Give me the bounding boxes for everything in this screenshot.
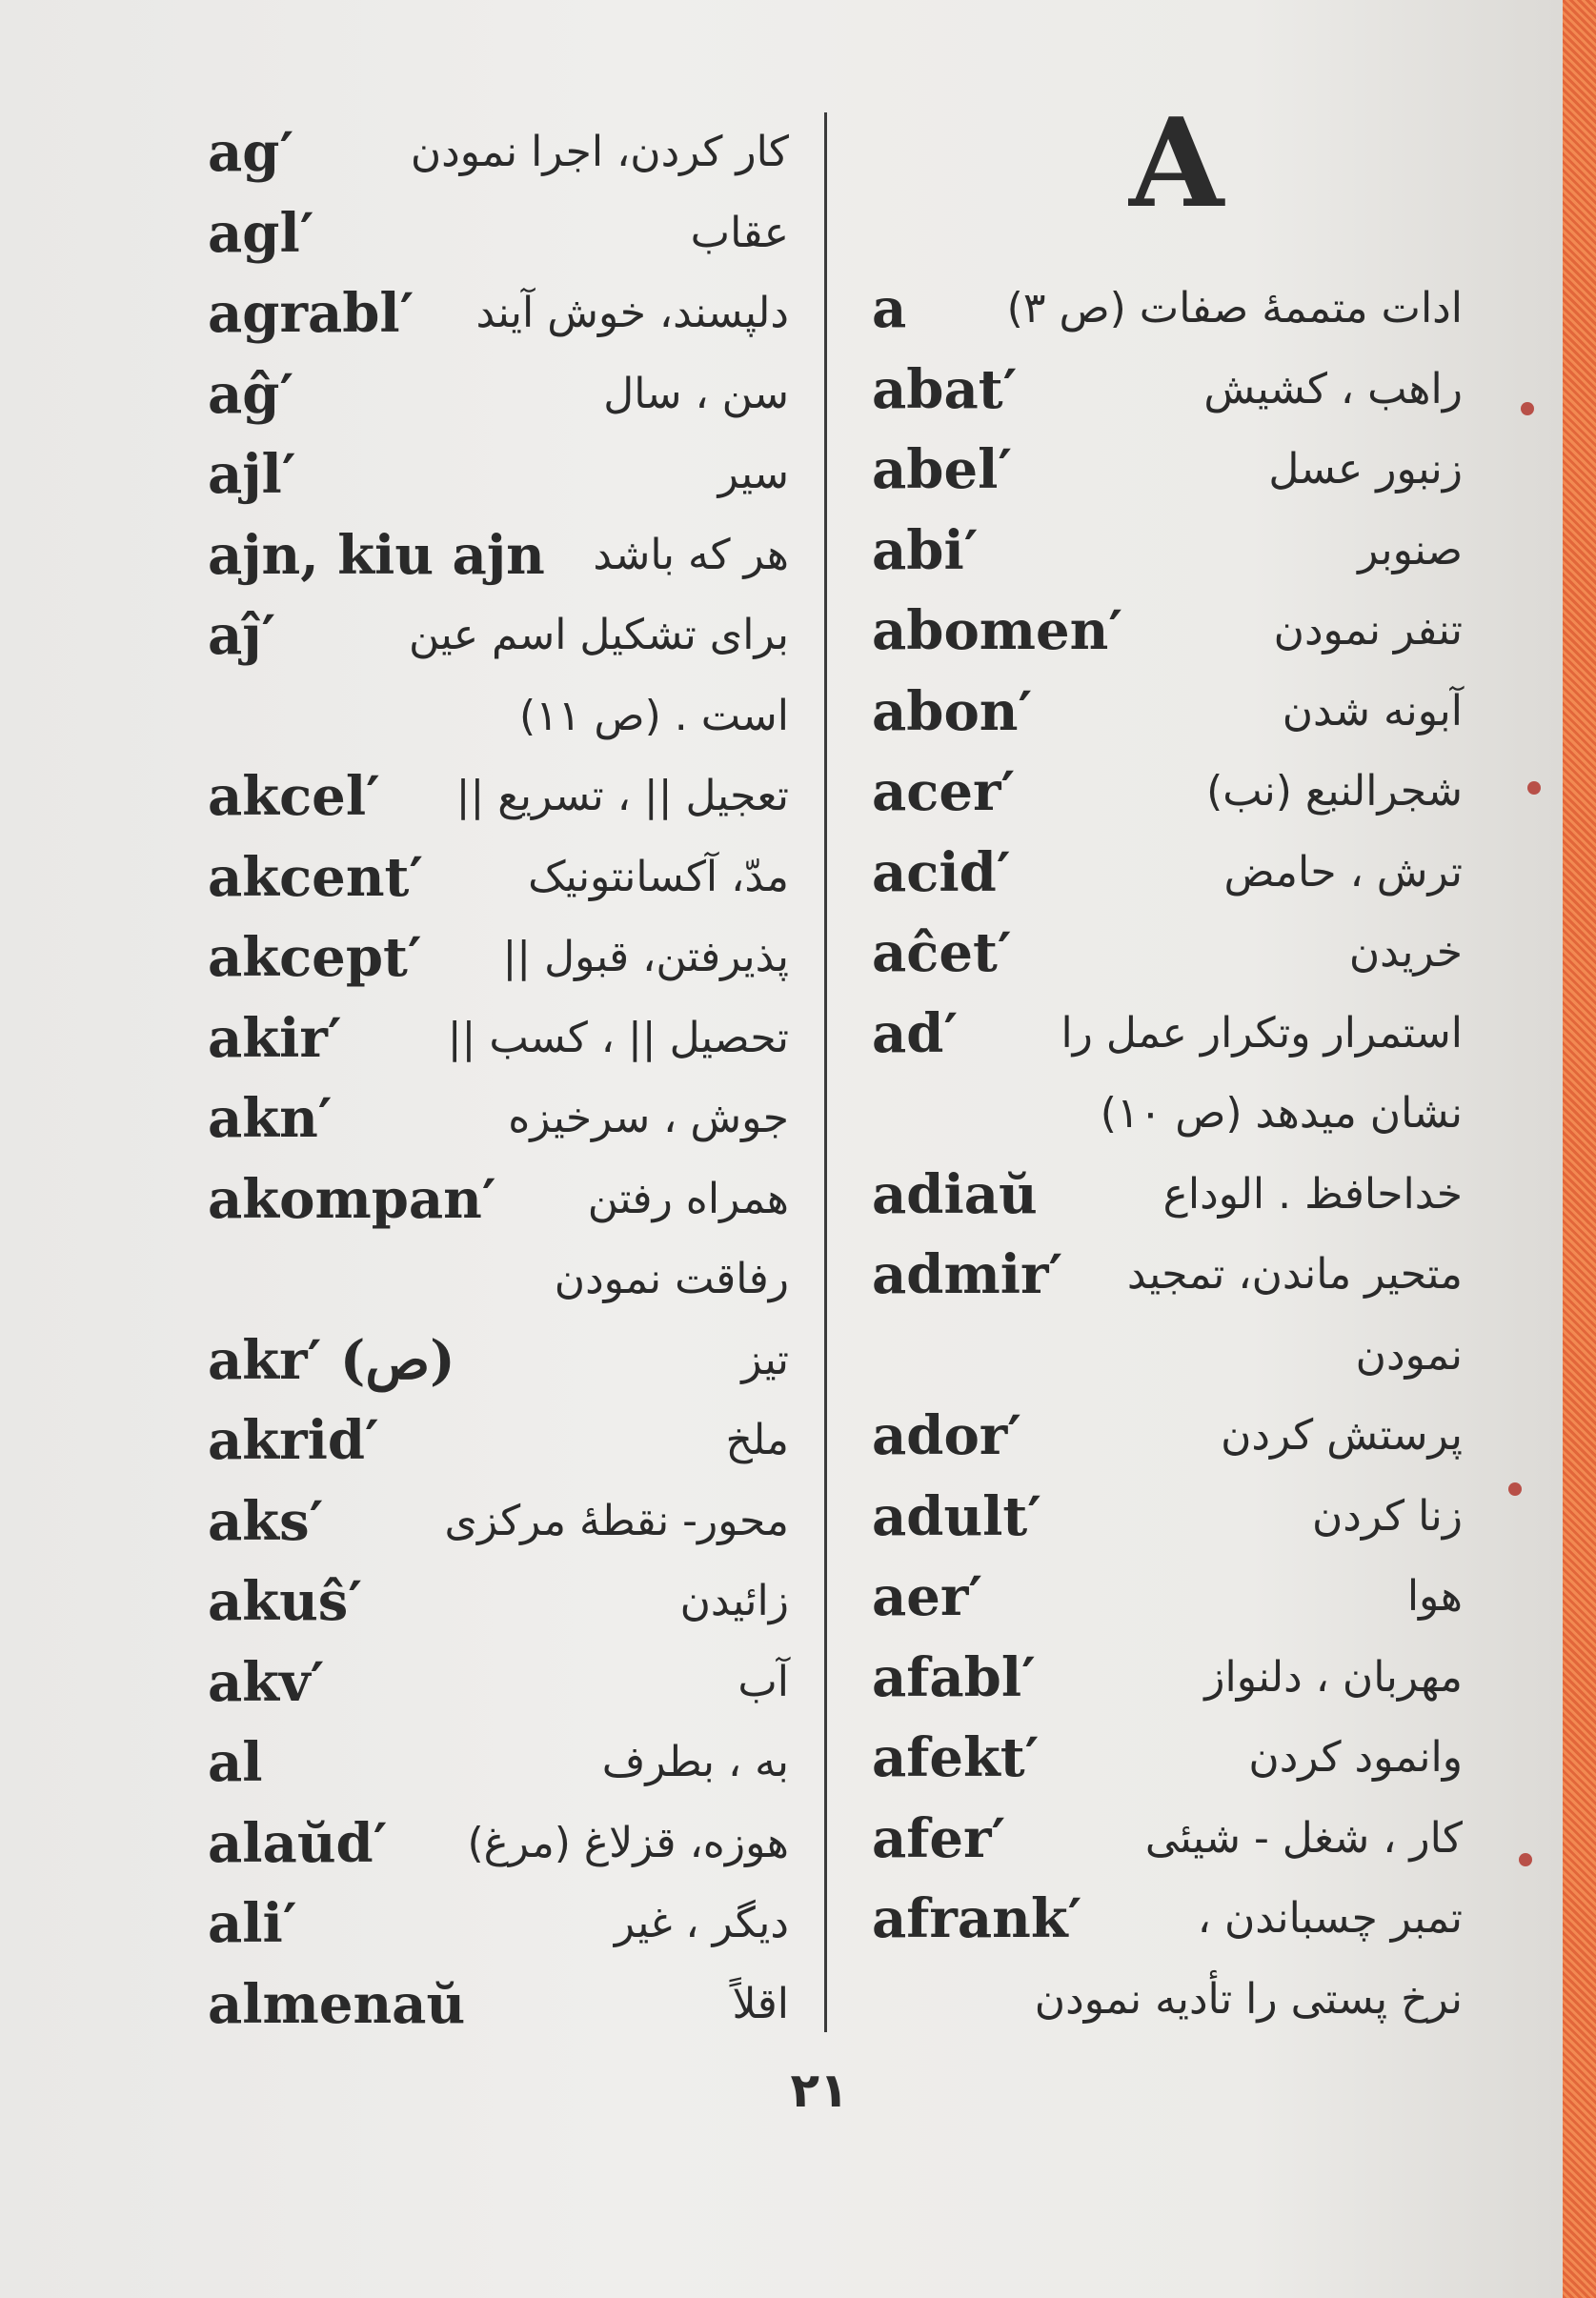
entry-definition: تعجیل || ، تسریع || bbox=[455, 772, 789, 820]
dictionary-entry bbox=[208, 193, 789, 274]
entry-definition: دیگر ، غیر bbox=[614, 1899, 789, 1947]
entry-headword: akv′ bbox=[208, 1650, 325, 1714]
entry-headword: ad′ bbox=[872, 1001, 959, 1065]
entry-definition: است . (ص ۱۱) bbox=[518, 691, 789, 740]
dictionary-entry bbox=[872, 672, 1463, 753]
entry-headword: abel′ bbox=[872, 438, 1013, 501]
entry-definition: زنبور عسل bbox=[1268, 445, 1463, 494]
entry-definition: شجرالنبع (نب) bbox=[1206, 767, 1463, 816]
entry-definition: نرخ پستی را تأدیه نمودن bbox=[1034, 1974, 1463, 2024]
dictionary-entry bbox=[208, 1401, 789, 1482]
dictionary-entry bbox=[208, 998, 789, 1079]
entry-definition: سن ، سال bbox=[603, 369, 789, 418]
binding-hole bbox=[1519, 1853, 1532, 1866]
entry-headword: agrabl′ bbox=[208, 282, 414, 345]
entry-definition: رفاقت نمودن bbox=[554, 1255, 789, 1303]
column-divider bbox=[824, 112, 827, 2032]
entry-definition: هوا bbox=[1406, 1572, 1463, 1621]
entry-headword: abat′ bbox=[872, 357, 1018, 421]
entry-definition: نشان میدهد (ص ۱۰) bbox=[1100, 1089, 1463, 1138]
dictionary-entry bbox=[208, 917, 789, 998]
entry-definition: محور- نقطهٔ مرکزی bbox=[444, 1496, 789, 1545]
dictionary-entry bbox=[208, 1965, 789, 2046]
dictionary-entry bbox=[208, 515, 789, 596]
entry-definition: خریدن bbox=[1348, 928, 1463, 977]
dictionary-entry bbox=[872, 1799, 1463, 1880]
entry-headword: aĝ′ bbox=[208, 362, 294, 426]
entry-headword: abi′ bbox=[872, 518, 979, 582]
dictionary-entry bbox=[872, 994, 1463, 1075]
entry-headword: akcel′ bbox=[208, 765, 380, 828]
entry-definition: استمرار وتکرار عمل را bbox=[1061, 1008, 1463, 1058]
entry-headword: akr′ (ص) bbox=[208, 1328, 455, 1392]
entry-headword: ador′ bbox=[872, 1404, 1022, 1467]
dictionary-entry bbox=[208, 1159, 789, 1240]
dictionary-entry bbox=[208, 837, 789, 918]
dictionary-entry bbox=[872, 913, 1463, 994]
dictionary-entry bbox=[872, 1557, 1463, 1638]
dictionary-entry bbox=[208, 354, 789, 435]
entry-definition: هوزه، قزلاغ (مرغ) bbox=[467, 1818, 789, 1867]
entry-definition: خداحافظ . الوداع bbox=[1162, 1169, 1463, 1219]
entry-definition: صنوبر bbox=[1358, 525, 1463, 574]
dictionary-entry bbox=[208, 1078, 789, 1159]
entry-headword: afrank′ bbox=[872, 1887, 1082, 1950]
entry-definition: ترش ، حامض bbox=[1223, 847, 1463, 897]
entry-definition: عقاب bbox=[690, 208, 789, 257]
entry-headword: aĉet′ bbox=[872, 921, 1012, 984]
dictionary-entry bbox=[872, 1879, 1463, 1960]
entry-definition: جوش ، سرخیزه bbox=[508, 1094, 789, 1142]
entry-headword: acer′ bbox=[872, 760, 1016, 823]
entry-headword: afer′ bbox=[872, 1806, 1006, 1870]
entry-definition: نمودن bbox=[1355, 1330, 1463, 1380]
dictionary-entry bbox=[208, 1804, 789, 1885]
dictionary-entry bbox=[872, 1074, 1463, 1155]
dictionary-entry bbox=[872, 752, 1463, 833]
dictionary-entry bbox=[872, 1155, 1463, 1236]
entry-headword: ali′ bbox=[208, 1892, 297, 1955]
left-column bbox=[208, 112, 789, 2045]
entry-headword: al bbox=[208, 1731, 263, 1794]
entry-definition: تنفر نمودن bbox=[1273, 606, 1463, 655]
dictionary-entry bbox=[872, 1960, 1463, 2041]
entry-headword: a bbox=[872, 277, 907, 340]
entry-headword: acid′ bbox=[872, 840, 1011, 904]
entry-headword: ag′ bbox=[208, 121, 294, 184]
entry-headword: akompan′ bbox=[208, 1167, 496, 1231]
entry-definition: دلپسند، خوش آیند bbox=[475, 289, 789, 337]
dictionary-entry bbox=[208, 434, 789, 515]
entry-headword: akn′ bbox=[208, 1087, 333, 1150]
dictionary-entry bbox=[208, 1240, 789, 1320]
entry-definition: کار کردن، اجرا نمودن bbox=[410, 128, 789, 176]
dictionary-entry bbox=[872, 430, 1463, 511]
entry-headword: akir′ bbox=[208, 1006, 342, 1070]
dictionary-entry bbox=[872, 350, 1463, 431]
entry-definition: هر که باشد bbox=[593, 530, 789, 579]
entry-definition: آبونه شدن bbox=[1282, 686, 1463, 736]
entry-definition: تیز bbox=[741, 1335, 789, 1384]
entry-headword: adult′ bbox=[872, 1484, 1042, 1548]
dictionary-entry bbox=[208, 1320, 789, 1401]
dictionary-entry bbox=[872, 591, 1463, 672]
entry-definition: به ، بطرف bbox=[601, 1738, 789, 1786]
entry-definition: ادات متممهٔ صفات (ص ۳) bbox=[1006, 284, 1463, 333]
entry-headword: adiaŭ bbox=[872, 1162, 1038, 1226]
entry-definition: تمبر چسباندن ، bbox=[1197, 1894, 1463, 1943]
entry-headword: alaŭd′ bbox=[208, 1811, 388, 1875]
entry-definition: برای تشکیل اسم عین bbox=[409, 611, 789, 659]
entry-headword: afabl′ bbox=[872, 1645, 1036, 1709]
dictionary-entry bbox=[208, 1643, 789, 1724]
dictionary-entry bbox=[872, 1235, 1463, 1316]
entry-definition: مهربان ، دلنواز bbox=[1204, 1652, 1463, 1702]
dictionary-entry bbox=[208, 595, 789, 676]
entry-definition: آب bbox=[737, 1657, 789, 1706]
entry-headword: abomen′ bbox=[872, 599, 1123, 662]
entry-headword: agl′ bbox=[208, 201, 314, 265]
binding-hole bbox=[1527, 781, 1541, 795]
entry-definition: زنا کردن bbox=[1311, 1491, 1463, 1541]
binding-hole bbox=[1521, 402, 1534, 415]
entry-headword: akuŝ′ bbox=[208, 1570, 363, 1633]
entry-definition: پذیرفتن، قبول || bbox=[502, 933, 789, 981]
right-column bbox=[872, 269, 1463, 2040]
dictionary-entry bbox=[872, 833, 1463, 914]
entry-definition: ملخ bbox=[725, 1416, 789, 1464]
dictionary-entry bbox=[208, 1723, 789, 1804]
entry-headword: ajl′ bbox=[208, 443, 296, 506]
entry-headword: akcent′ bbox=[208, 845, 424, 909]
entry-definition: پرستش کردن bbox=[1221, 1411, 1463, 1460]
entry-headword: akrid′ bbox=[208, 1409, 379, 1472]
entry-definition: همراه رفتن bbox=[587, 1174, 789, 1223]
page-edge-background bbox=[1563, 0, 1596, 2298]
dictionary-entry bbox=[208, 676, 789, 757]
dictionary-entry bbox=[208, 112, 789, 193]
entry-definition: اقلاً bbox=[732, 1979, 789, 2028]
dictionary-entry bbox=[208, 756, 789, 837]
binding-hole bbox=[1508, 1482, 1522, 1496]
dictionary-entry bbox=[208, 1884, 789, 1965]
entry-headword: abon′ bbox=[872, 679, 1033, 743]
dictionary-entry bbox=[872, 1477, 1463, 1558]
entry-headword: admir′ bbox=[872, 1243, 1063, 1306]
dictionary-entry bbox=[872, 269, 1463, 350]
dictionary-entry bbox=[872, 1638, 1463, 1719]
entry-definition: راهب ، کشیش bbox=[1203, 364, 1463, 413]
dictionary-entry bbox=[208, 273, 789, 354]
entry-definition: مدّ، آکسانتونیک bbox=[528, 852, 789, 901]
entry-definition: متحیر ماندن، تمجید bbox=[1126, 1250, 1463, 1299]
dictionary-entry bbox=[872, 511, 1463, 592]
entry-headword: aer′ bbox=[872, 1565, 983, 1628]
entry-headword: aks′ bbox=[208, 1489, 324, 1553]
entry-headword: aĵ′ bbox=[208, 604, 276, 667]
entry-definition: وانمود کردن bbox=[1248, 1733, 1463, 1782]
entry-headword: akcept′ bbox=[208, 926, 422, 989]
dictionary-entry bbox=[208, 1562, 789, 1643]
section-letter: A bbox=[1129, 92, 1224, 235]
entry-headword: almenaŭ bbox=[208, 1972, 466, 2036]
entry-definition: کار ، شغل - شیئی bbox=[1144, 1813, 1463, 1863]
dictionary-entry bbox=[872, 1718, 1463, 1799]
entry-definition: سیر bbox=[717, 450, 789, 498]
dictionary-entry bbox=[208, 1482, 789, 1562]
entry-headword: ajn, kiu ajn bbox=[208, 523, 545, 587]
dictionary-entry bbox=[872, 1396, 1463, 1477]
page-number: ۲۱ bbox=[790, 2063, 849, 2118]
entry-definition: زائیدن bbox=[679, 1577, 789, 1625]
entry-headword: afekt′ bbox=[872, 1726, 1040, 1789]
entry-definition: تحصیل || ، کسب || bbox=[447, 1013, 789, 1062]
dictionary-entry bbox=[872, 1316, 1463, 1397]
